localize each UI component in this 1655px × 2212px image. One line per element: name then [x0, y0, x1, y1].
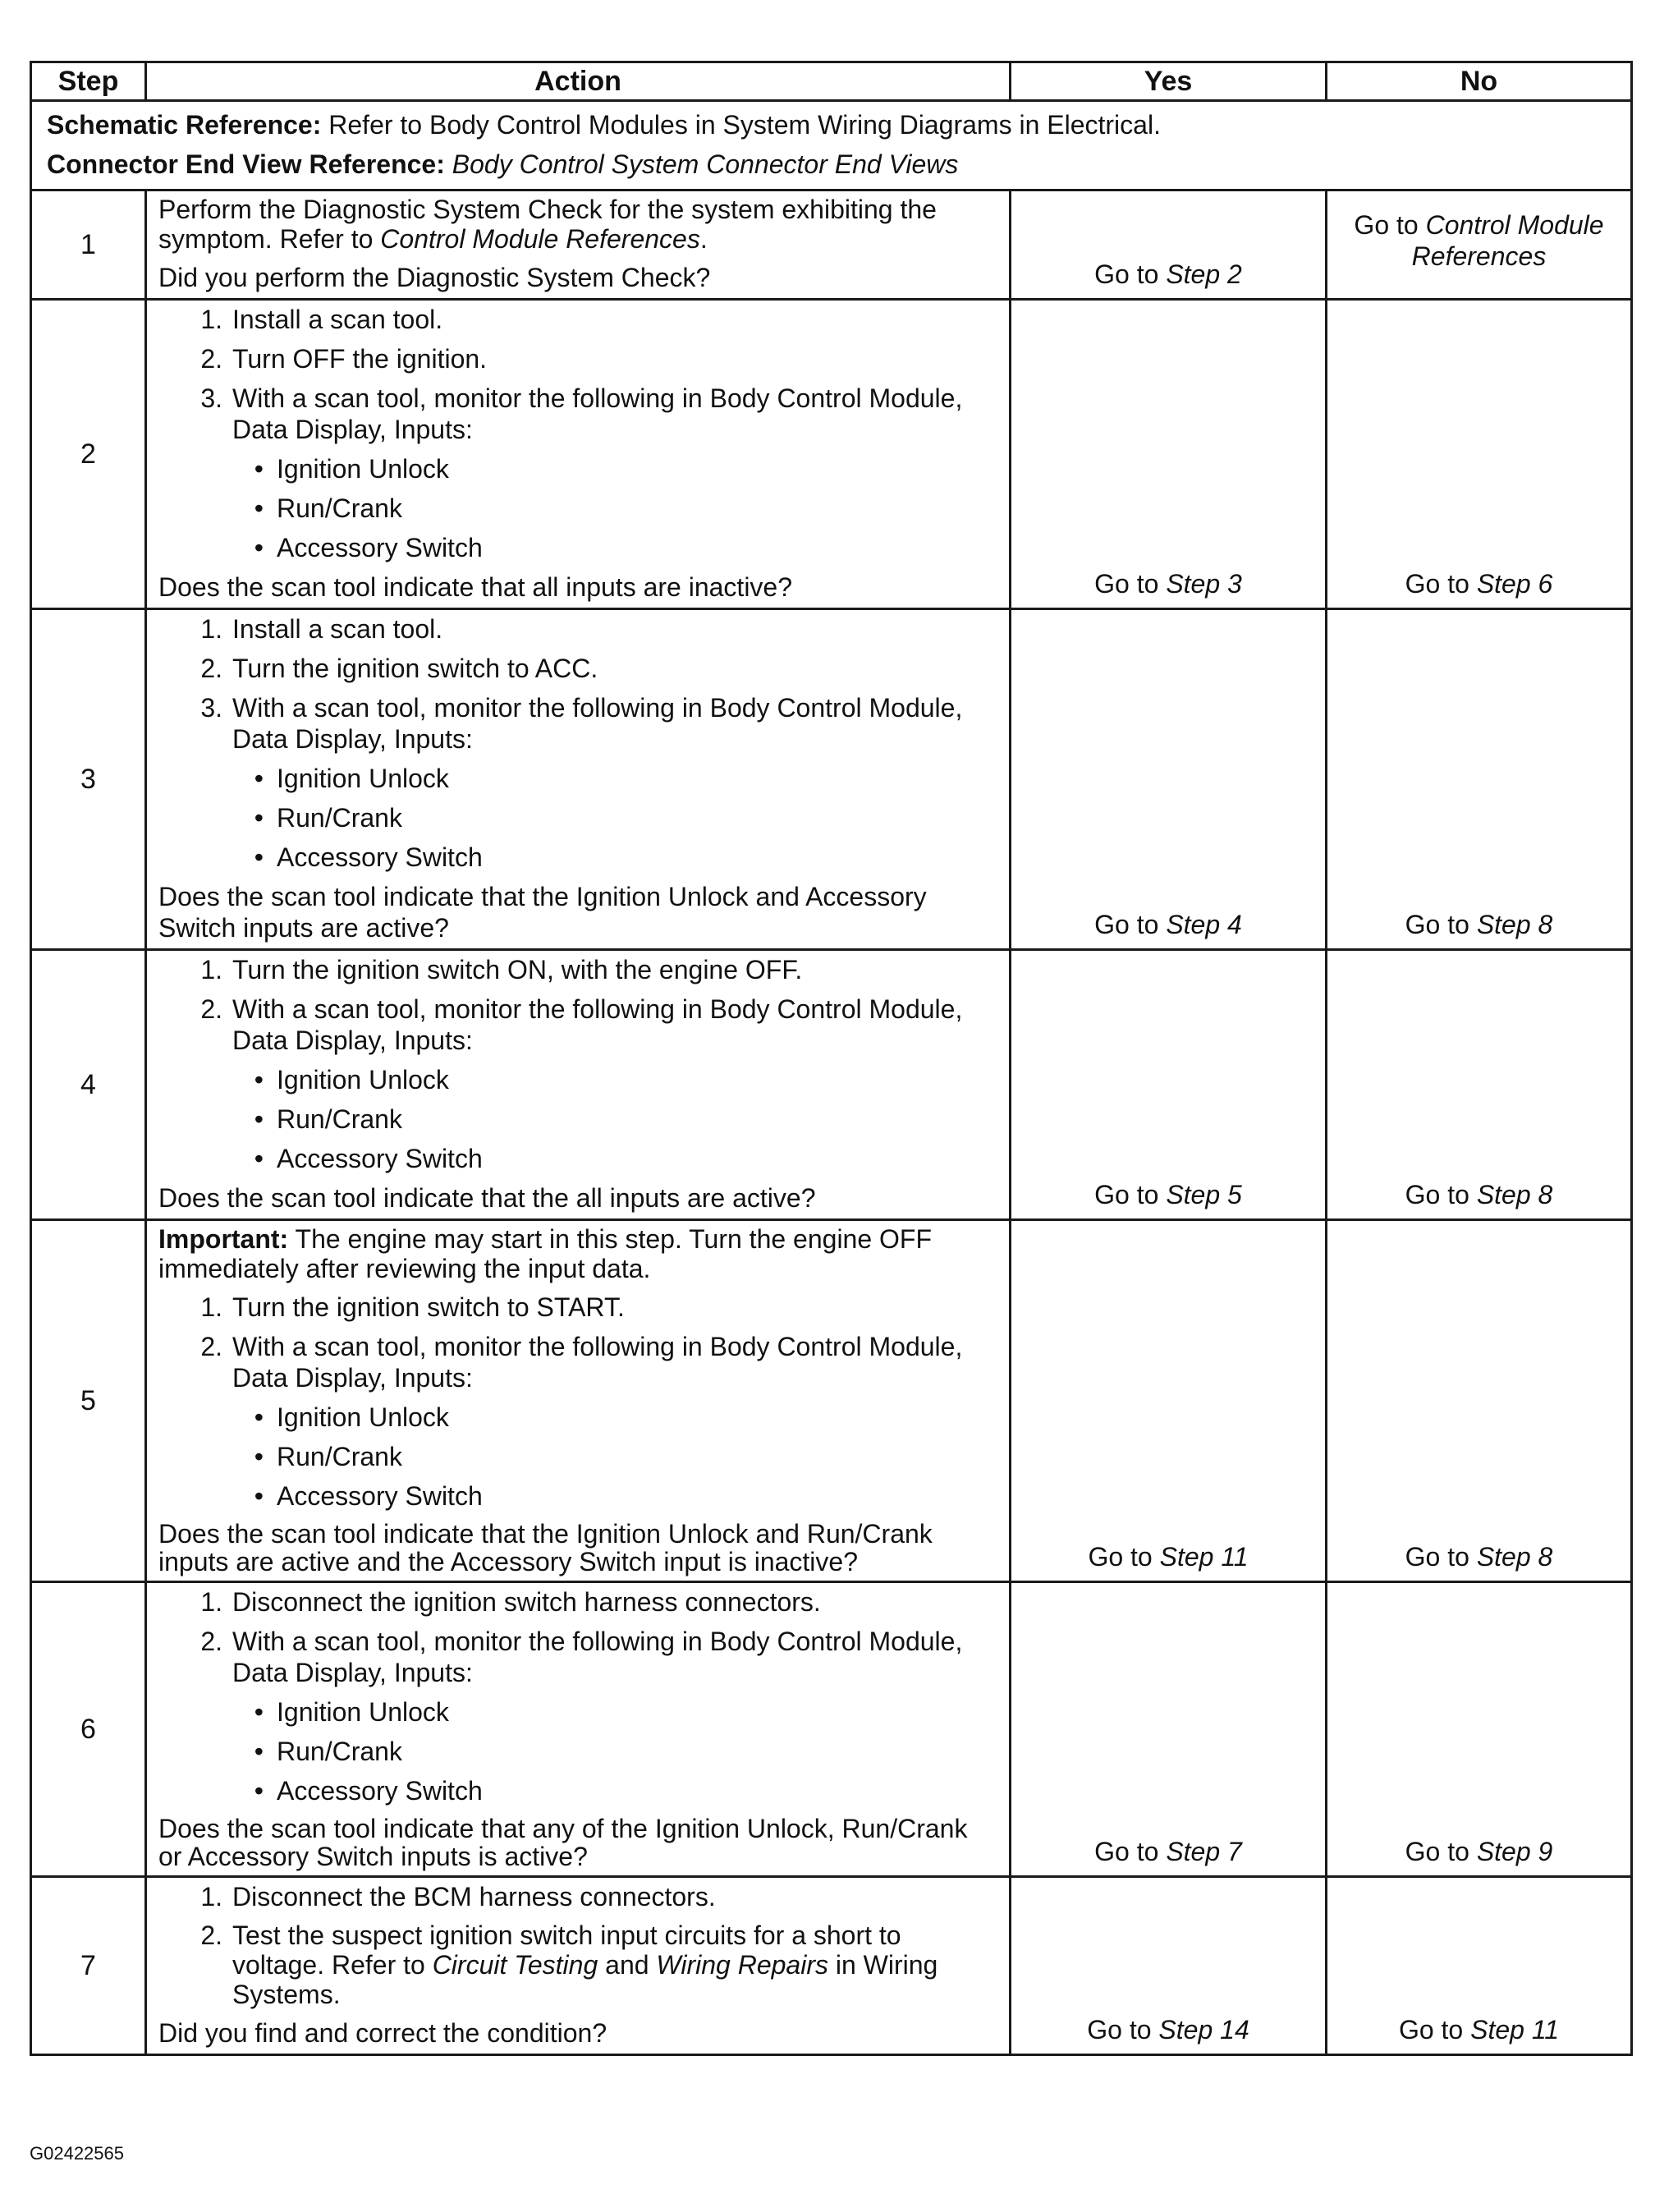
- goto-prefix: Go to: [1354, 210, 1419, 240]
- numbered-list: [158, 613, 997, 755]
- numbered-list: [158, 1881, 997, 2009]
- list-item: 1. Turn the ignition switch to START.: [200, 1292, 625, 1322]
- header-step: Step: [31, 62, 146, 101]
- no-goto-link[interactable]: Go to Step 11: [1398, 2015, 1560, 2044]
- yes-goto-link[interactable]: Go to Step 5: [1094, 1180, 1242, 1209]
- no-goto-link[interactable]: Go to Step 8: [1405, 1542, 1553, 1572]
- connector-reference: [47, 145, 1611, 184]
- instruction-text: [158, 195, 997, 254]
- numbered-list: [158, 304, 997, 445]
- table-row-step-2: [31, 300, 1632, 609]
- step-number: 7: [31, 1877, 146, 2055]
- list-item: 1. Turn the ignition switch ON, with the engine OFF.: [200, 955, 803, 984]
- circuit-testing-link[interactable]: Circuit Testing: [432, 1950, 598, 1980]
- numbered-list: [158, 954, 997, 1056]
- bullet-item: • Ignition Unlock: [254, 1065, 449, 1095]
- no-cell: [1327, 1220, 1632, 1582]
- yes-goto-link[interactable]: Go to Step 14: [1087, 2015, 1249, 2044]
- action-cell: [146, 300, 1011, 609]
- no-cell: [1327, 1877, 1632, 2055]
- question-text: Does the scan tool indicate that the Ignition Unlock and Accessory Switch inputs are active?: [158, 882, 927, 943]
- no-cell: [1327, 609, 1632, 950]
- question-text: Does the scan tool indicate that all inputs are inactive?: [158, 572, 793, 602]
- bullet-item: • Run/Crank: [254, 803, 402, 833]
- reference-row: [31, 101, 1632, 190]
- bullet-list: [158, 453, 997, 563]
- action-cell: [146, 950, 1011, 1220]
- list-item: 2. With a scan tool, monitor the following in Body Control Module, Data Display, Inputs:: [200, 994, 963, 1055]
- header-no: No: [1327, 62, 1632, 101]
- question-text: Did you perform the Diagnostic System Check?: [158, 263, 711, 292]
- action-cell: [146, 1220, 1011, 1582]
- step-number: 5: [31, 1220, 146, 1582]
- list-item: 2. With a scan tool, monitor the following in Body Control Module, Data Display, Inputs:: [200, 1627, 963, 1687]
- no-goto-link[interactable]: Go to Step 9: [1405, 1837, 1553, 1866]
- action-cell: [146, 1877, 1011, 2055]
- important-note: [158, 1224, 997, 1283]
- reference-cell: [31, 101, 1632, 190]
- table-row-step-4: [31, 950, 1632, 1220]
- no-goto-link[interactable]: [1354, 210, 1603, 271]
- step-number: 1: [31, 190, 146, 300]
- yes-cell: [1011, 190, 1327, 300]
- list-item: 3. With a scan tool, monitor the following in Body Control Module, Data Display, Inputs:: [200, 693, 963, 754]
- step-number: 4: [31, 950, 146, 1220]
- yes-goto-link[interactable]: Go to Step 3: [1094, 569, 1242, 599]
- header-yes: Yes: [1011, 62, 1327, 101]
- yes-cell: [1011, 609, 1327, 950]
- bullet-item: • Ignition Unlock: [254, 454, 449, 484]
- diagnostic-table: [30, 61, 1633, 2056]
- table-row-step-1: [31, 190, 1632, 300]
- connector-reference-link[interactable]: Body Control System Connector End Views: [452, 149, 959, 179]
- wiring-repairs-link[interactable]: Wiring Repairs: [656, 1950, 828, 1980]
- no-goto-link[interactable]: Go to Step 8: [1405, 910, 1553, 939]
- numbered-list: [158, 1292, 997, 1393]
- list-item: 1. Install a scan tool.: [200, 614, 443, 644]
- bullet-item: • Accessory Switch: [254, 1144, 483, 1173]
- list-item: 3. With a scan tool, monitor the following in Body Control Module, Data Display, Inputs:: [200, 383, 963, 444]
- list-item: 2. Test the suspect ignition switch input circuits for a short to voltage. Refer to Circuit Testing and Wiring Repairs in Wiring Systems.: [200, 1921, 938, 2009]
- schematic-reference-label: Schematic Reference:: [47, 110, 322, 140]
- control-module-references-link[interactable]: Control Module References: [380, 224, 700, 254]
- bullet-item: • Ignition Unlock: [254, 1402, 449, 1432]
- yes-goto-link[interactable]: Go to Step 4: [1094, 910, 1242, 939]
- bullet-item: • Run/Crank: [254, 1104, 402, 1134]
- bullet-item: • Run/Crank: [254, 493, 402, 523]
- no-cell: [1327, 300, 1632, 609]
- schematic-reference-text: Refer to Body Control Modules in System Wiring Diagrams in Electrical.: [328, 110, 1161, 140]
- bullet-item: • Accessory Switch: [254, 1776, 483, 1806]
- list-item: 2. With a scan tool, monitor the following in Body Control Module, Data Display, Inputs:: [200, 1332, 963, 1393]
- table-row-step-5: [31, 1220, 1632, 1582]
- bullet-item: • Accessory Switch: [254, 842, 483, 872]
- goto-target: Control Module References: [1411, 210, 1604, 271]
- yes-cell: [1011, 1582, 1327, 1877]
- goto-prefix: Go to: [1094, 259, 1159, 289]
- list-item: 2. Turn OFF the ignition.: [200, 344, 488, 374]
- no-cell: [1327, 190, 1632, 300]
- goto-target: Step 2: [1166, 259, 1242, 289]
- header-action: Action: [146, 62, 1011, 101]
- bullet-list: [158, 763, 997, 873]
- list-item: 1. Disconnect the BCM harness connectors.: [200, 1882, 716, 1911]
- yes-cell: [1011, 950, 1327, 1220]
- diagnostic-table-container: [30, 61, 1630, 2056]
- header-row: [31, 62, 1632, 101]
- bullet-list: [158, 1402, 997, 1512]
- figure-id: G02422565: [30, 2143, 124, 2164]
- yes-cell: [1011, 1877, 1327, 2055]
- question-text: Does the scan tool indicate that the Ignition Unlock and Run/Crank inputs are active and the Accessory Switch input is inactive?: [158, 1519, 933, 1576]
- step-number: 2: [31, 300, 146, 609]
- important-text: The engine may start in this step. Turn the engine OFF immediately after reviewing the input data.: [158, 1224, 933, 1283]
- bullet-item: • Accessory Switch: [254, 533, 483, 562]
- yes-goto-link[interactable]: [1094, 259, 1242, 289]
- list-item: 2. Turn the ignition switch to ACC.: [200, 654, 598, 683]
- table-row-step-7: [31, 1877, 1632, 2055]
- yes-cell: [1011, 1220, 1327, 1582]
- action-cell: [146, 190, 1011, 300]
- list-item: 1. Install a scan tool.: [200, 305, 443, 334]
- connector-reference-label: Connector End View Reference:: [47, 149, 445, 179]
- bullet-item: • Run/Crank: [254, 1737, 402, 1766]
- bullet-item: • Accessory Switch: [254, 1481, 483, 1511]
- yes-goto-link[interactable]: Go to Step 11: [1088, 1542, 1249, 1572]
- action-cell: [146, 609, 1011, 950]
- question-text: Did you find and correct the condition?: [158, 2018, 607, 2048]
- table-row-step-3: [31, 609, 1632, 950]
- important-label: Important:: [158, 1224, 289, 1254]
- bullet-item: • Ignition Unlock: [254, 764, 449, 793]
- step-number: 3: [31, 609, 146, 950]
- schematic-reference: [47, 105, 1611, 145]
- question-text: Does the scan tool indicate that the all inputs are active?: [158, 1183, 816, 1213]
- bullet-item: • Run/Crank: [254, 1442, 402, 1471]
- instruction-end: .: [699, 224, 708, 254]
- no-cell: [1327, 1582, 1632, 1877]
- yes-goto-link[interactable]: Go to Step 7: [1094, 1837, 1242, 1866]
- bullet-item: • Ignition Unlock: [254, 1697, 449, 1727]
- table-row-step-6: [31, 1582, 1632, 1877]
- step-number: 6: [31, 1582, 146, 1877]
- bullet-list: [158, 1064, 997, 1174]
- instruction-intro: Perform the Diagnostic System Check for the system exhibiting the symptom. Refer to: [158, 195, 937, 254]
- question-text: Does the scan tool indicate that any of the Ignition Unlock, Run/Crank or Accessory Switch inputs is active?: [158, 1814, 968, 1871]
- yes-cell: [1011, 300, 1327, 609]
- no-goto-link[interactable]: Go to Step 8: [1405, 1180, 1553, 1209]
- action-cell: [146, 1582, 1011, 1877]
- no-cell: [1327, 950, 1632, 1220]
- no-goto-link[interactable]: Go to Step 6: [1405, 569, 1553, 599]
- numbered-list: [158, 1586, 997, 1688]
- list-item: 1. Disconnect the ignition switch harness connectors.: [200, 1587, 821, 1617]
- bullet-list: [158, 1696, 997, 1806]
